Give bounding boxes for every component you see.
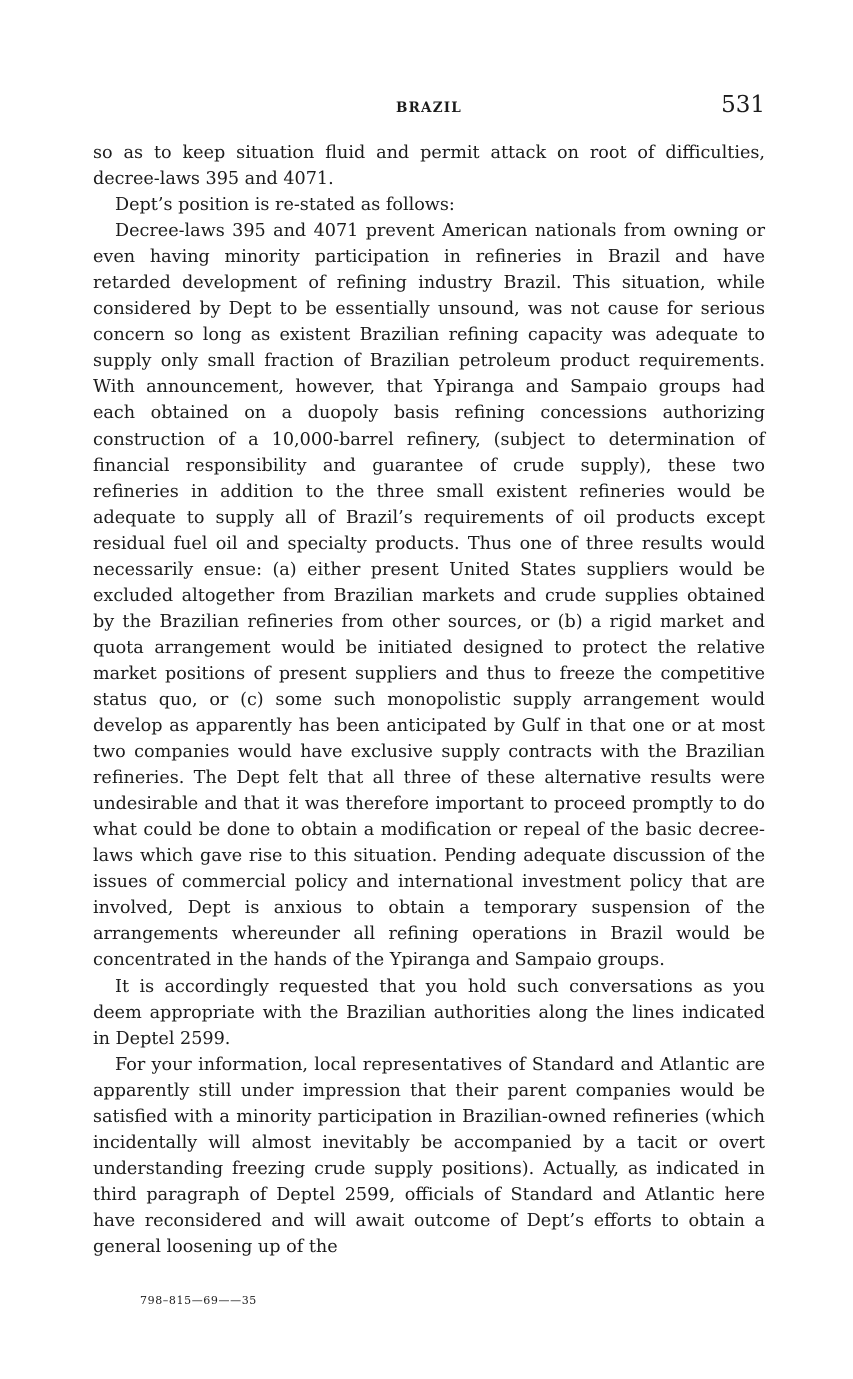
- paragraph-information: For your information, local representatives of Standard and Atlantic are apparently still under impression that their parent companies would be satisfied with a minority participation in Brazilian-owned refineries (which incidentally will almost inevitably be accompanied by a tacit or overt understanding freezing crude supply positions). Actually, as indicated in third paragraph of Deptel 2599, officials of Standard and Atlantic here have reconsidered and will await outcome of Dept’s efforts to obtain a general loosening up of the: [93, 1054, 765, 1257]
- paragraph-decree-laws: Decree-laws 395 and 4071 prevent American nationals from owning or even having minority participation in refineries in Brazil and have retarded development of refining industry Brazil. This situation, while considered by Dept to be essentially unsound, was not cause for serious concern so long as existent Brazilian refining capacity was adequate to supply only small fraction of Brazilian petroleum product requirements. With announcement, however, that Ypiranga and Sampaio groups had each obtained on a duopoly basis refining concessions authorizing construction of a 10,000-barrel refinery, (subject to determination of financial responsibility and guarantee of crude supply), these two refineries in addition to the three small existent refineries would be adequate to supply all of Brazil’s requirements of oil products except residual fuel oil and specialty products. Thus one of three results would necessarily ensue: (a) either present United States suppliers would be excluded altogether from Brazilian markets and crude supplies obtained by the Brazilian refineries from other sources, or (b) a rigid market and quota arrangement would be initiated designed to protect the relative market positions of present suppliers and thus to freeze the competitive status quo, or (c) some such monopolistic supply arrangement would develop as apparently has been anticipated by Gulf in that one or at most two companies would have exclusive supply contracts with the Brazilian refineries. The Dept felt that all three of these alternative results were undesirable and that it was therefore important to proceed promptly to do what could be done to obtain a modification or repeal of the basic decree-laws which gave rise to this situation. Pending adequate discussion of the issues of commercial policy and international investment policy that are involved, Dept is anxious to obtain a temporary suspension of the arrangements whereunder all refining operations in Brazil would be concentrated in the hands of the Ypiranga and Sampaio groups.: [93, 221, 765, 971]
- page-number: 531: [721, 92, 765, 118]
- paragraph-continuation: so as to keep situation fluid and permit attack on root of difficulties, decree-laws 395 and 4071.: [93, 143, 765, 190]
- running-head: BRAZIL: [396, 100, 462, 116]
- body-text: [93, 140, 765, 1260]
- page-header: [93, 92, 765, 126]
- paragraph-position-intro: Dept’s position is re-stated as follows:: [115, 195, 455, 216]
- paragraph-request: It is accordingly requested that you hold such conversations as you deem appropriate with the Brazilian authorities along the lines indicated in Deptel 2599.: [93, 976, 765, 1049]
- printer-footer-code: 798–815—69——35: [140, 1294, 257, 1307]
